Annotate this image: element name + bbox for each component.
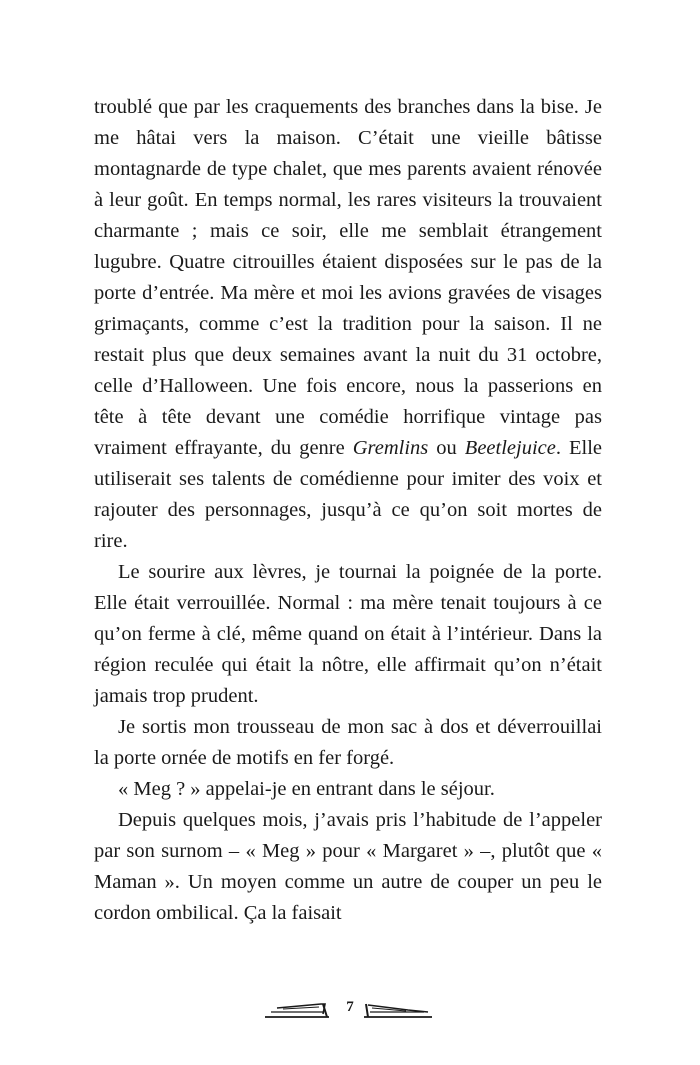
left-ornament-icon [263, 998, 331, 1020]
paragraph-2: Le sourire aux lèvres, je tournai la poignée de la porte. Elle était verrouillée. Normal : ma mère tenait toujours à ce qu’on ferme à clé, même quand on était à l’intérieur. Dans la région reculée qui était la nôtre, elle affirmait qu’on n’était jamais trop prudent. [94, 561, 602, 707]
paragraph-1-text: troublé que par les craquements des branches dans la bise. Je me hâtai vers la maison. C’était une vieille bâtisse montagnarde de type chalet, que mes parents avaient rénovée à leur goût. En temps normal, les rares visiteurs la trouvaient charmante ; mais ce soir, elle me semblait étrangement lugubre. Quatre citrouilles étaient disposées sur le pas de la porte d’entrée. Ma mère et moi les avions gravées de visages grimaçants, comme c’est la tradition pour la saison. Il ne restait plus que deux semaines avant la nuit du 31 octobre, celle d’Halloween. Une fois encore, nous la passerions en tête à tête devant une comédie horrifique vintage pas vraiment effrayante, du genre [94, 96, 602, 459]
paragraph-1-end: . Elle utiliserait ses talents de comédienne pour imiter des voix et rajouter des personnages, jusqu’à ce qu’on soit mortes de rire. [94, 437, 603, 552]
page-body [94, 92, 602, 929]
paragraph-3: Je sortis mon trousseau de mon sac à dos et déverrouillai la porte ornée de motifs en fer forgé. [94, 716, 602, 769]
page-number: 7 [346, 999, 354, 1015]
paragraph-4: « Meg ? » appelai-je en entrant dans le séjour. [118, 778, 495, 800]
paragraph-1 [94, 92, 602, 557]
film-title-beetlejuice: Beetlejuice [464, 437, 556, 459]
film-title-gremlins: Gremlins [352, 437, 429, 459]
page-footer [0, 996, 700, 1026]
paragraph-1-connector: ou [428, 437, 465, 459]
paragraph-5: Depuis quelques mois, j’avais pris l’habitude de l’appeler par son surnom – « Meg » pour « Margaret » –, plutôt que « Maman ». Un moyen comme un autre de couper un peu le cordon ombilical. Ça la faisait [94, 809, 602, 924]
right-ornament-icon [362, 998, 434, 1020]
